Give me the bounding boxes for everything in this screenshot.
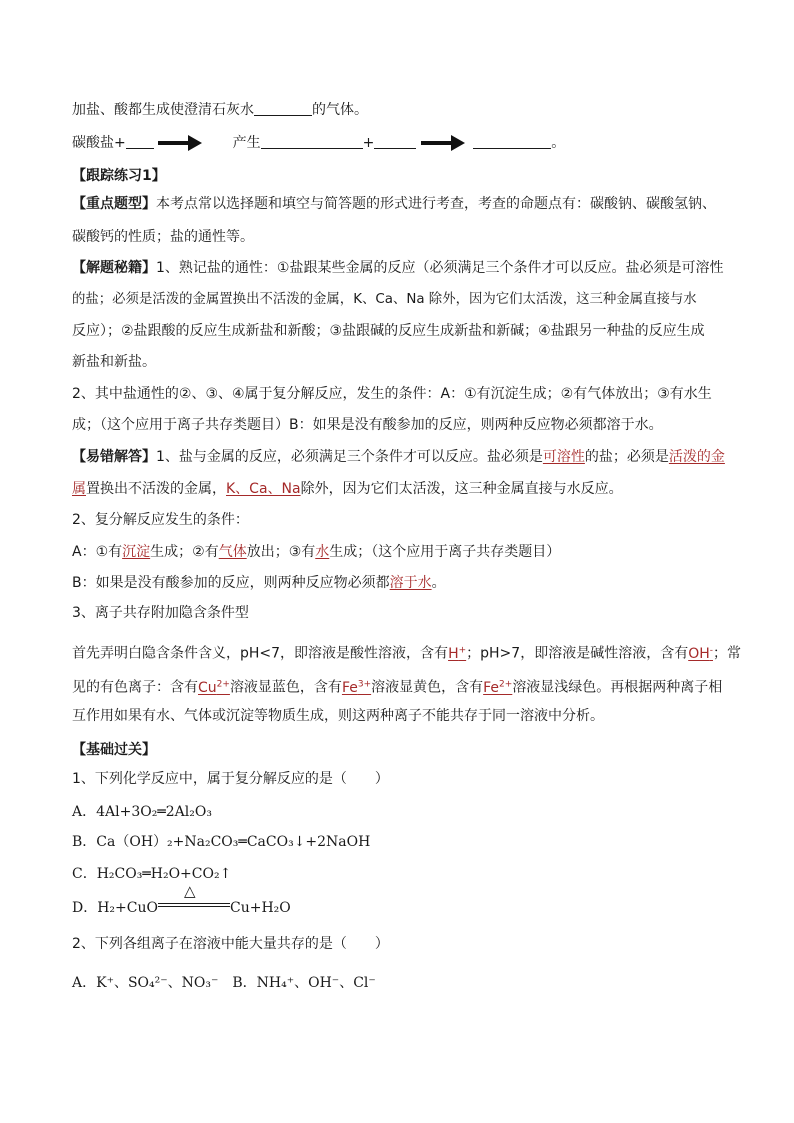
- tips-line-5: 2、其中盐通性的②、③、④属于复分解反应，发生的条件：A：①有沉淀生成；②有气体放出；③有水生: [72, 386, 712, 402]
- question-1-option-c: C．H₂CO₃═H₂O+CO₂↑: [72, 866, 232, 882]
- hidden-condition-line-1: 首先弄明白隐含条件含义，pH<7，即溶液是酸性溶液，含有H+；pH>7，即溶液是碱性溶液，含有OH-；常: [72, 645, 741, 662]
- blank-field: [374, 134, 416, 149]
- section-basic: 【基础过关】: [72, 742, 156, 758]
- error-line-5: B：如果是没有酸参加的反应，则两种反应物必须都溶于水。: [72, 575, 446, 591]
- key-question-line-1: 【重点题型】本考点常以选择题和填空与简答题的形式进行考查，考查的命题点有：碳酸钠、碳酸氢钠、: [72, 196, 716, 212]
- question-1-option-d: D．H₂+CuO △ Cu+H₂O: [72, 882, 291, 916]
- hidden-condition-line-3: 互作用如果有水、气体或沉淀等物质生成，则这两种离子不能共存于同一溶液中分析。: [72, 708, 604, 724]
- key-question-line-2: 碳酸钙的性质；盐的通性等。: [72, 229, 254, 245]
- error-line-1: 【易错解答】1、盐与金属的反应，必须满足三个条件才可以反应。盐必须是可溶性的盐；必须是活泼的金: [72, 449, 725, 465]
- question-1: 1、下列化学反应中，属于复分解反应的是（ ）: [72, 771, 389, 787]
- question-2-options-ab: A．K⁺、SO₄²⁻、NO₃⁻ B．NH₄⁺、OH⁻、Cl⁻: [72, 975, 376, 991]
- tips-line-6: 成；（这个应用于离子共存类题目）B：如果是没有酸参加的反应，则两种反应物必须都溶于水。: [72, 417, 663, 433]
- tips-line-2: 的盐；必须是活泼的金属置换出不活泼的金属，K、Ca、Na 除外，因为它们太活泼，这三种金属直接与水: [72, 292, 697, 307]
- blank-field: [261, 134, 363, 149]
- error-line-3: 2、复分解反应发生的条件：: [72, 512, 249, 528]
- tips-line-3: 反应）；②盐跟酸的反应生成新盐和新酸；③盐跟碱的反应生成新盐和新碱；④盐跟另一种盐的反应生成: [72, 323, 705, 339]
- question-1-option-b: B．Ca（OH）₂+Na₂CO₃═CaCO₃↓+2NaOH: [72, 834, 371, 850]
- error-line-6: 3、离子共存附加隐含条件型: [72, 605, 249, 621]
- tips-line-1: 【解题秘籍】1、熟记盐的通性：①盐跟某些金属的反应（必须满足三个条件才可以反应。盐必须是可溶性: [72, 260, 724, 276]
- heating-condition: [158, 882, 230, 915]
- tips-line-4: 新盐和新盐。: [72, 354, 156, 370]
- line-limewater: 加盐、酸都生成使澄清石灰水 的气体。: [72, 102, 368, 118]
- right-arrow-icon: [158, 135, 202, 151]
- blank-field: [254, 101, 312, 116]
- question-2: 2、下列各组离子在溶液中能大量共存的是（ ）: [72, 936, 389, 952]
- blank-field: [126, 134, 154, 149]
- blank-field: [473, 134, 551, 149]
- delta-icon: △: [183, 882, 196, 900]
- error-line-2: 属置换出不活泼的金属，K、Ca、Na除外，因为它们太活泼，这三种金属直接与水反应。: [72, 481, 623, 497]
- question-1-option-a: A．4Al+3O₂═2Al₂O₃: [72, 804, 212, 820]
- hidden-condition-line-2: 见的有色离子：含有$Cu^{2+}$溶液显蓝色，含有$Fe^{3+}$溶液显黄色，含有$Fe^{2+}$溶液显浅绿色。再根据两种离子相: [72, 679, 723, 696]
- error-line-4: A：①有沉淀生成；②有气体放出；③有水生成；（这个应用于离子共存类题目）: [72, 544, 561, 560]
- right-arrow-icon: [421, 135, 465, 151]
- section-follow-practice: 【跟踪练习1】: [72, 168, 166, 184]
- line-carbonate-equation: 碳酸盐+ 产生 + 。: [72, 135, 566, 151]
